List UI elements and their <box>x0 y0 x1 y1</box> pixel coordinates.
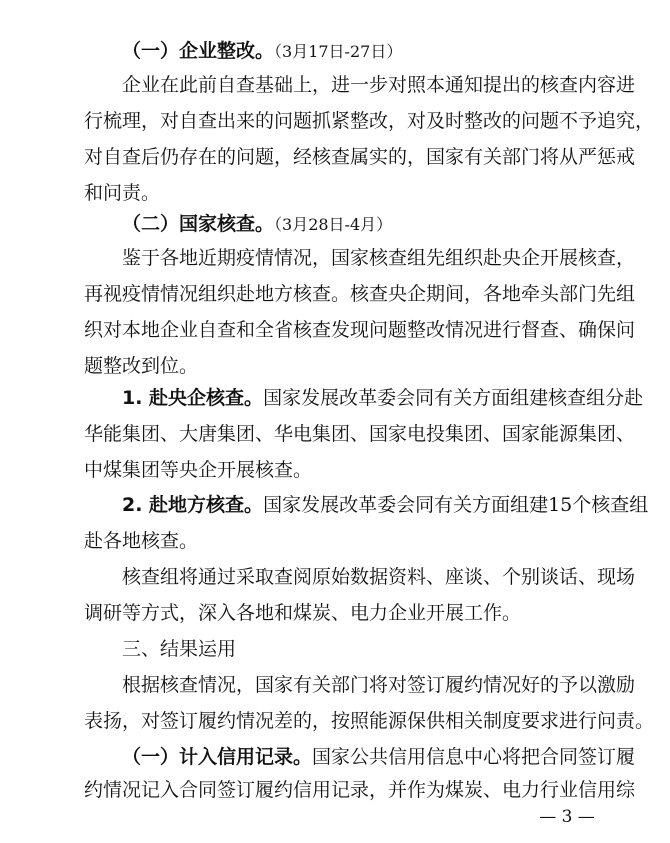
paragraph-line: 鉴于各地近期疫情情况，国家核查组先组织赴央企开展核查， <box>122 247 636 269</box>
subheading-local-inspection: 2. 赴地方核查。国家发展改革委会同有关方面组建15个核查组 <box>122 494 649 516</box>
paragraph-line: 和问责。 <box>84 182 161 204</box>
paragraph-line: 调研等方式，深入各地和煤炭、电力企业开展工作。 <box>84 602 522 624</box>
subheading-national-inspection: （二）国家核查。（3月28日-4月） <box>122 213 393 235</box>
paragraph-line: 企业在此前自查基础上，进一步对照本通知提出的核查内容进 <box>122 74 636 96</box>
paragraph-line: 表扬，对签订履约情况差的，按照能源保供相关制度要求进行问责。 <box>84 710 655 732</box>
paragraph-line: 行梳理，对自查出来的问题抓紧整改，对及时整改的问题不予追究， <box>84 110 655 132</box>
paragraph-line: 题整改到位。 <box>84 355 199 377</box>
paragraph-line: 赴各地核查。 <box>84 530 199 552</box>
paragraph-line: 对自查后仍存在的问题，经核查属实的，国家有关部门将从严惩戒 <box>84 146 636 168</box>
subheading-credit-record: （一）计入信用记录。国家公共信用信息中心将把合同签订履 <box>122 746 636 768</box>
paragraph-line: 华能集团、大唐集团、华电集团、国家电投集团、国家能源集团、 <box>84 423 636 445</box>
paragraph-line: 根据核查情况，国家有关部门将对签订履约情况好的予以激励 <box>122 674 636 696</box>
paragraph-line: 织对本地企业自查和全省核查发现问题整改情况进行督查、确保问 <box>84 319 636 341</box>
paragraph-line: 中煤集团等央企开展核查。 <box>84 459 313 481</box>
subheading-enterprise-rectification: （一）企业整改。（3月17日-27日） <box>122 40 403 62</box>
paragraph-line: 再视疫情情况组织赴地方核查。核查央企期间，各地牵头部门先组 <box>84 283 636 305</box>
paragraph-line: 核查组将通过采取查阅原始数据资料、座谈、个别谈话、现场 <box>122 566 636 588</box>
paragraph-line: 约情况记入合同签订履约信用记录，并作为煤炭、电力行业信用综 <box>84 779 636 801</box>
section-heading-results: 三、结果运用 <box>122 638 237 660</box>
subheading-central-enterprise-inspection: 1. 赴央企核查。国家发展改革委会同有关方面组建核查组分赴 <box>122 387 644 409</box>
page-number: — 3 — <box>539 807 595 827</box>
